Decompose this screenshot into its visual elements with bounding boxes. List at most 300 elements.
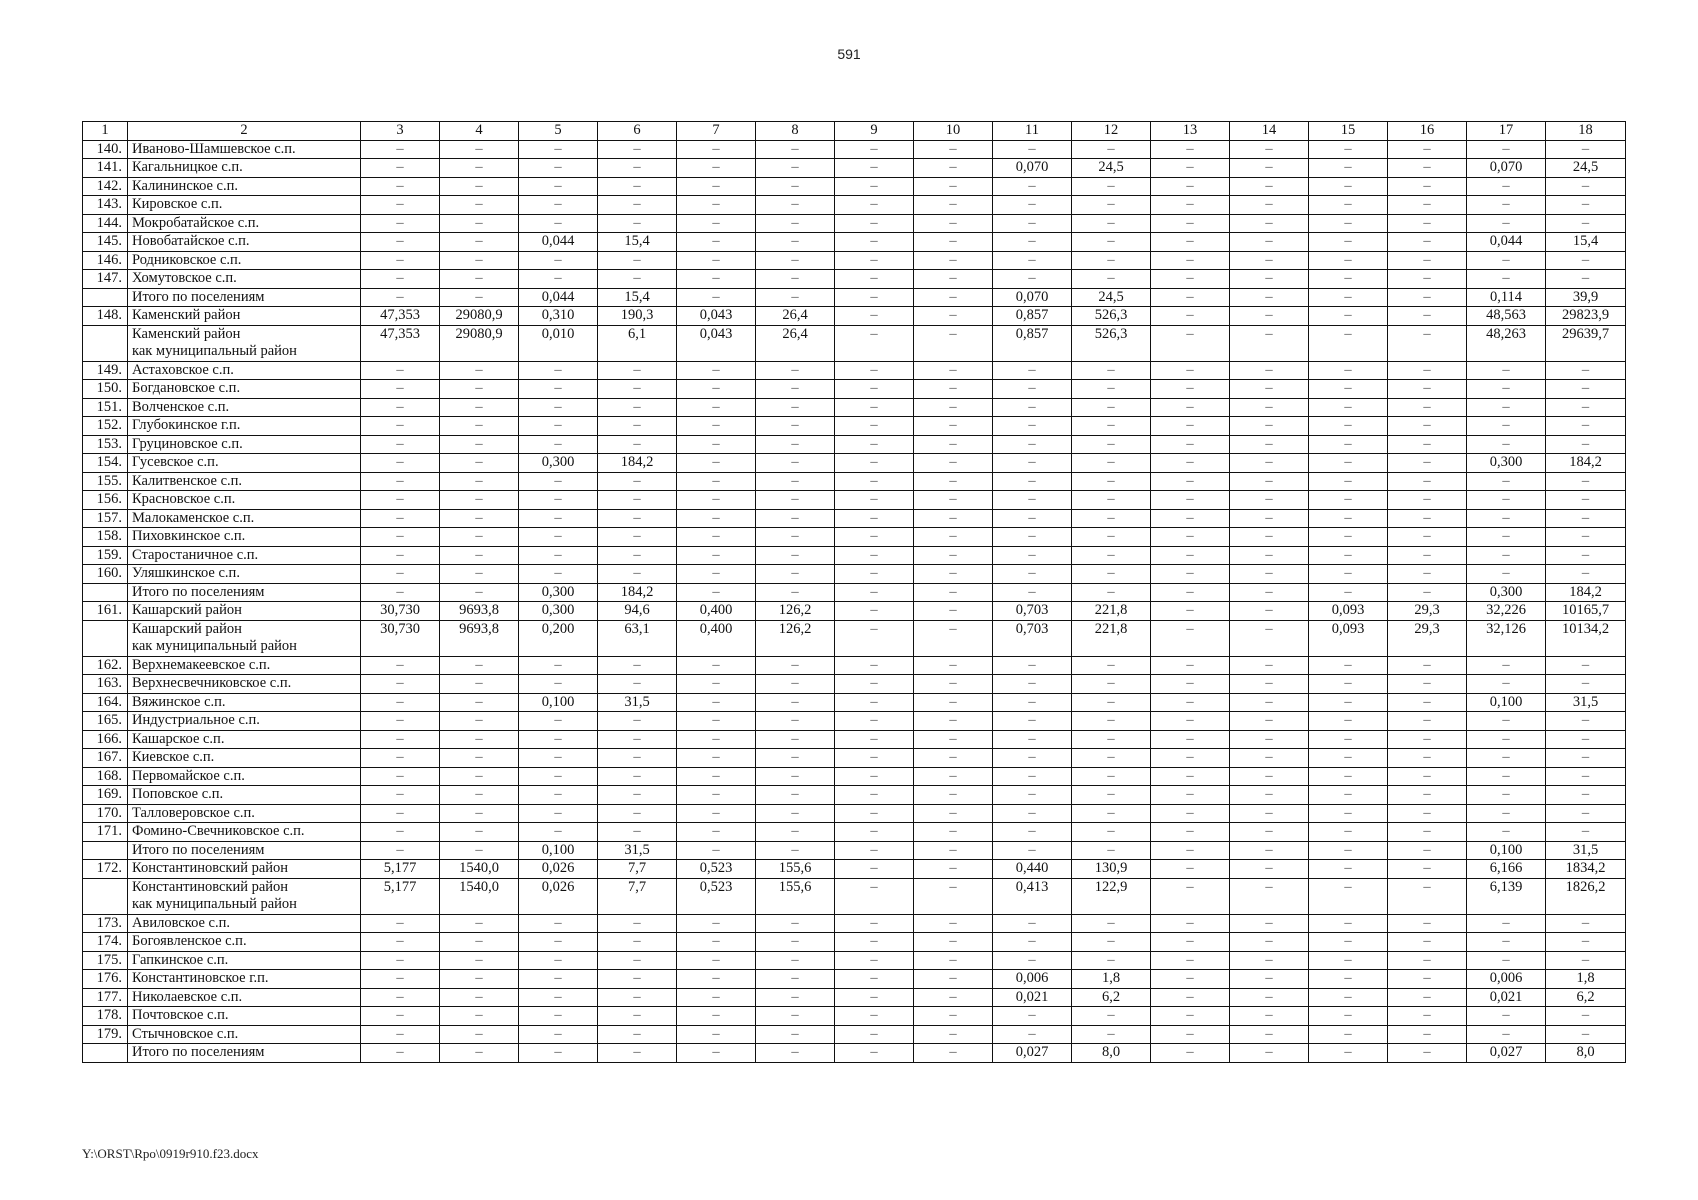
value-cell: –	[993, 841, 1072, 860]
value-cell: –	[361, 712, 440, 731]
value-cell: –	[756, 196, 835, 215]
value-cell: 0,100	[519, 693, 598, 712]
table-row	[83, 914, 1626, 933]
value-cell: 26,4	[756, 325, 835, 361]
value-cell: –	[1230, 546, 1309, 565]
value-cell: –	[1309, 786, 1388, 805]
value-cell: –	[677, 1044, 756, 1063]
value-cell: –	[1072, 786, 1151, 805]
municipality-name-cell: Кагальницкое с.п.	[128, 159, 361, 178]
value-cell: –	[914, 233, 993, 252]
value-cell: –	[1072, 656, 1151, 675]
municipality-name-cell: Первомайское с.п.	[128, 767, 361, 786]
value-cell: –	[1309, 361, 1388, 380]
value-cell: –	[440, 933, 519, 952]
value-cell: –	[1230, 786, 1309, 805]
value-cell: 29823,9	[1546, 307, 1626, 326]
value-cell: –	[677, 472, 756, 491]
value-cell: –	[1546, 933, 1626, 952]
value-cell: –	[993, 951, 1072, 970]
table-row	[83, 435, 1626, 454]
value-cell: 6,2	[1072, 988, 1151, 1007]
value-cell: –	[1467, 656, 1546, 675]
table-row	[83, 933, 1626, 952]
table-row	[83, 749, 1626, 768]
value-cell: –	[1072, 823, 1151, 842]
value-cell: –	[835, 196, 914, 215]
value-cell: –	[993, 233, 1072, 252]
value-cell: –	[1388, 214, 1467, 233]
value-cell: 0,300	[519, 602, 598, 621]
value-cell: –	[1546, 251, 1626, 270]
value-cell: –	[677, 749, 756, 768]
value-cell: –	[835, 602, 914, 621]
value-cell: –	[598, 730, 677, 749]
value-cell: –	[519, 767, 598, 786]
column-header: 14	[1230, 122, 1309, 141]
row-number-cell: 179.	[83, 1025, 128, 1044]
value-cell: 0,026	[519, 860, 598, 879]
value-cell: 32,226	[1467, 602, 1546, 621]
value-cell: –	[756, 1007, 835, 1026]
value-cell: –	[1151, 565, 1230, 584]
value-cell: –	[1388, 786, 1467, 805]
value-cell: –	[914, 251, 993, 270]
value-cell: –	[1546, 270, 1626, 289]
data-table	[82, 121, 1626, 1063]
value-cell: –	[598, 177, 677, 196]
value-cell: –	[598, 528, 677, 547]
value-cell: –	[361, 361, 440, 380]
column-header: 1	[83, 122, 128, 141]
value-cell: –	[1388, 398, 1467, 417]
table-row	[83, 1025, 1626, 1044]
value-cell: –	[677, 712, 756, 731]
value-cell: –	[361, 177, 440, 196]
value-cell: –	[677, 159, 756, 178]
municipality-name-cell: Индустриальное с.п.	[128, 712, 361, 731]
value-cell: 24,5	[1072, 159, 1151, 178]
value-cell: –	[598, 509, 677, 528]
column-header: 2	[128, 122, 361, 141]
value-cell: –	[914, 712, 993, 731]
value-cell: –	[1151, 583, 1230, 602]
value-cell: –	[1388, 712, 1467, 731]
value-cell: –	[1546, 749, 1626, 768]
value-cell: –	[1230, 140, 1309, 159]
value-cell: –	[1467, 140, 1546, 159]
value-cell: –	[835, 270, 914, 289]
value-cell: –	[1151, 546, 1230, 565]
value-cell: –	[993, 528, 1072, 547]
value-cell: –	[1072, 675, 1151, 694]
row-number-cell: 173.	[83, 914, 128, 933]
column-header: 13	[1151, 122, 1230, 141]
value-cell: –	[361, 472, 440, 491]
value-cell: 1826,2	[1546, 878, 1626, 914]
value-cell: –	[519, 177, 598, 196]
row-number-cell: 140.	[83, 140, 128, 159]
value-cell: –	[1546, 1025, 1626, 1044]
value-cell: –	[1230, 251, 1309, 270]
value-cell: –	[1309, 730, 1388, 749]
value-cell: –	[519, 491, 598, 510]
value-cell: –	[440, 417, 519, 436]
value-cell: –	[361, 1025, 440, 1044]
value-cell: –	[835, 730, 914, 749]
value-cell: –	[993, 472, 1072, 491]
value-cell: –	[1388, 951, 1467, 970]
value-cell: –	[677, 491, 756, 510]
value-cell: –	[1151, 988, 1230, 1007]
value-cell: 31,5	[1546, 841, 1626, 860]
value-cell: –	[519, 1044, 598, 1063]
value-cell: –	[440, 251, 519, 270]
value-cell: 0,044	[519, 233, 598, 252]
value-cell: –	[756, 786, 835, 805]
value-cell: –	[440, 1007, 519, 1026]
value-cell: –	[677, 1007, 756, 1026]
value-cell: 24,5	[1072, 288, 1151, 307]
table-row	[83, 159, 1626, 178]
value-cell: –	[993, 823, 1072, 842]
value-cell: –	[361, 159, 440, 178]
value-cell: –	[440, 565, 519, 584]
column-header: 7	[677, 122, 756, 141]
value-cell: –	[756, 491, 835, 510]
value-cell: 190,3	[598, 307, 677, 326]
value-cell: –	[914, 325, 993, 361]
value-cell: –	[1151, 804, 1230, 823]
value-cell: –	[598, 491, 677, 510]
value-cell: 7,7	[598, 860, 677, 879]
value-cell: –	[598, 361, 677, 380]
value-cell: –	[1309, 951, 1388, 970]
value-cell: –	[677, 583, 756, 602]
value-cell: –	[1072, 380, 1151, 399]
value-cell: –	[1151, 841, 1230, 860]
value-cell: –	[835, 786, 914, 805]
municipality-name-cell: Верхнемакеевское с.п.	[128, 656, 361, 675]
value-cell: –	[1230, 325, 1309, 361]
value-cell: –	[1230, 933, 1309, 952]
value-cell: –	[1546, 786, 1626, 805]
municipality-name-cell: Итого по поселениям	[128, 583, 361, 602]
value-cell: –	[1546, 767, 1626, 786]
value-cell: –	[1546, 196, 1626, 215]
value-cell: –	[440, 361, 519, 380]
municipality-name-cell: Итого по поселениям	[128, 841, 361, 860]
value-cell: –	[440, 712, 519, 731]
value-cell: –	[1309, 491, 1388, 510]
value-cell: –	[598, 270, 677, 289]
value-cell: –	[756, 951, 835, 970]
value-cell: –	[756, 270, 835, 289]
value-cell: –	[1388, 914, 1467, 933]
value-cell: –	[914, 140, 993, 159]
value-cell: –	[1151, 1044, 1230, 1063]
value-cell: –	[1388, 1044, 1467, 1063]
value-cell: –	[1072, 233, 1151, 252]
table-row	[83, 214, 1626, 233]
value-cell: –	[1388, 583, 1467, 602]
municipality-name-cell: Каменский район	[128, 307, 361, 326]
value-cell: –	[440, 509, 519, 528]
value-cell: –	[1309, 675, 1388, 694]
value-cell: –	[1388, 454, 1467, 473]
value-cell: –	[914, 565, 993, 584]
municipality-name-cell: Калитвенское с.п.	[128, 472, 361, 491]
value-cell: –	[914, 380, 993, 399]
value-cell: –	[1230, 675, 1309, 694]
municipality-name-cell: Астаховское с.п.	[128, 361, 361, 380]
value-cell: –	[1230, 361, 1309, 380]
value-cell: –	[1388, 417, 1467, 436]
value-cell: –	[1546, 730, 1626, 749]
value-cell: –	[1151, 472, 1230, 491]
value-cell: –	[1151, 675, 1230, 694]
value-cell: –	[361, 546, 440, 565]
value-cell: –	[598, 970, 677, 989]
value-cell: 0,006	[993, 970, 1072, 989]
municipality-name-cell: Поповское с.п.	[128, 786, 361, 805]
municipality-name-cell: Стычновское с.п.	[128, 1025, 361, 1044]
value-cell: –	[1072, 1007, 1151, 1026]
row-number-cell: 175.	[83, 951, 128, 970]
value-cell: –	[1309, 860, 1388, 879]
municipality-name-cell: Константиновское г.п.	[128, 970, 361, 989]
value-cell: 0,523	[677, 878, 756, 914]
column-header: 8	[756, 122, 835, 141]
value-cell: –	[993, 140, 1072, 159]
value-cell: –	[1309, 177, 1388, 196]
value-cell: –	[1309, 546, 1388, 565]
value-cell: –	[835, 380, 914, 399]
value-cell: –	[1309, 288, 1388, 307]
value-cell: –	[1467, 786, 1546, 805]
column-header: 11	[993, 122, 1072, 141]
value-cell: –	[1388, 380, 1467, 399]
value-cell: 0,100	[1467, 693, 1546, 712]
row-number-cell: 166.	[83, 730, 128, 749]
value-cell: –	[361, 491, 440, 510]
value-cell: –	[1546, 435, 1626, 454]
value-cell: –	[1467, 509, 1546, 528]
value-cell: –	[1388, 970, 1467, 989]
value-cell: 221,8	[1072, 602, 1151, 621]
value-cell: –	[993, 270, 1072, 289]
value-cell: –	[1546, 361, 1626, 380]
value-cell: –	[677, 417, 756, 436]
value-cell: –	[756, 177, 835, 196]
value-cell: –	[519, 786, 598, 805]
table-row	[83, 196, 1626, 215]
value-cell: –	[1151, 749, 1230, 768]
header-row	[83, 122, 1626, 141]
value-cell: –	[1388, 546, 1467, 565]
value-cell: –	[361, 528, 440, 547]
value-cell: 0,093	[1309, 602, 1388, 621]
value-cell: –	[519, 730, 598, 749]
value-cell: 29080,9	[440, 325, 519, 361]
value-cell: –	[1546, 380, 1626, 399]
value-cell: –	[598, 214, 677, 233]
row-number-cell: 163.	[83, 675, 128, 694]
value-cell: –	[835, 620, 914, 656]
value-cell: –	[1467, 1007, 1546, 1026]
value-cell: 0,093	[1309, 620, 1388, 656]
table-row	[83, 620, 1626, 656]
value-cell: –	[1546, 509, 1626, 528]
value-cell: –	[1072, 693, 1151, 712]
value-cell: –	[756, 730, 835, 749]
value-cell: –	[1467, 380, 1546, 399]
value-cell: 9693,8	[440, 620, 519, 656]
value-cell: –	[756, 988, 835, 1007]
value-cell: –	[835, 361, 914, 380]
value-cell: –	[1388, 270, 1467, 289]
value-cell: –	[756, 583, 835, 602]
value-cell: –	[440, 177, 519, 196]
value-cell: 0,200	[519, 620, 598, 656]
value-cell: 10134,2	[1546, 620, 1626, 656]
municipality-name-cell: Богоявленское с.п.	[128, 933, 361, 952]
value-cell: –	[835, 214, 914, 233]
column-header: 15	[1309, 122, 1388, 141]
table-row	[83, 767, 1626, 786]
value-cell: 1,8	[1072, 970, 1151, 989]
value-cell: –	[677, 214, 756, 233]
value-cell: 0,027	[1467, 1044, 1546, 1063]
value-cell: –	[1309, 656, 1388, 675]
value-cell: –	[361, 656, 440, 675]
municipality-name-cell: Николаевское с.п.	[128, 988, 361, 1007]
value-cell: –	[756, 380, 835, 399]
value-cell: –	[1230, 509, 1309, 528]
value-cell: –	[835, 1044, 914, 1063]
value-cell: –	[993, 693, 1072, 712]
value-cell: –	[1388, 767, 1467, 786]
value-cell: –	[914, 841, 993, 860]
row-number-cell: 152.	[83, 417, 128, 436]
value-cell: –	[1546, 417, 1626, 436]
value-cell: –	[1072, 361, 1151, 380]
value-cell: 1540,0	[440, 878, 519, 914]
row-number-cell	[83, 841, 128, 860]
value-cell: 184,2	[598, 454, 677, 473]
value-cell: –	[914, 307, 993, 326]
column-header: 5	[519, 122, 598, 141]
value-cell: –	[1230, 159, 1309, 178]
value-cell: –	[440, 786, 519, 805]
row-number-cell: 146.	[83, 251, 128, 270]
municipality-name-cell: Кашарский район как муниципальный район	[128, 620, 361, 656]
row-number-cell: 150.	[83, 380, 128, 399]
value-cell: –	[756, 914, 835, 933]
value-cell: –	[1072, 417, 1151, 436]
value-cell: –	[361, 988, 440, 1007]
table-row	[83, 1007, 1626, 1026]
value-cell: –	[519, 546, 598, 565]
value-cell: –	[914, 454, 993, 473]
value-cell: –	[361, 951, 440, 970]
value-cell: –	[361, 583, 440, 602]
value-cell: –	[1467, 472, 1546, 491]
value-cell: –	[598, 656, 677, 675]
row-number-cell: 170.	[83, 804, 128, 823]
value-cell: –	[440, 656, 519, 675]
table-row	[83, 380, 1626, 399]
value-cell: –	[1467, 177, 1546, 196]
value-cell: –	[914, 804, 993, 823]
value-cell: –	[519, 1025, 598, 1044]
value-cell: –	[756, 823, 835, 842]
value-cell: –	[835, 878, 914, 914]
municipality-name-cell: Волченское с.п.	[128, 398, 361, 417]
table-row	[83, 546, 1626, 565]
municipality-name-cell: Мокробатайское с.п.	[128, 214, 361, 233]
value-cell: –	[1230, 914, 1309, 933]
value-cell: –	[1151, 878, 1230, 914]
value-cell: –	[756, 565, 835, 584]
value-cell: –	[598, 398, 677, 417]
value-cell: –	[440, 1044, 519, 1063]
value-cell: –	[1072, 767, 1151, 786]
municipality-name-cell: Новобатайское с.п.	[128, 233, 361, 252]
value-cell: –	[1309, 914, 1388, 933]
value-cell: 155,6	[756, 860, 835, 879]
value-cell: –	[1546, 491, 1626, 510]
value-cell: 184,2	[1546, 454, 1626, 473]
value-cell: –	[993, 196, 1072, 215]
value-cell: –	[993, 786, 1072, 805]
value-cell: –	[1467, 804, 1546, 823]
value-cell: –	[756, 472, 835, 491]
value-cell: –	[1309, 140, 1388, 159]
value-cell: –	[993, 491, 1072, 510]
value-cell: 0,006	[1467, 970, 1546, 989]
value-cell: –	[361, 804, 440, 823]
value-cell: –	[440, 914, 519, 933]
value-cell: –	[835, 251, 914, 270]
value-cell: –	[1546, 951, 1626, 970]
value-cell: –	[519, 214, 598, 233]
value-cell: –	[1309, 970, 1388, 989]
value-cell: 0,070	[993, 288, 1072, 307]
table-row	[83, 1044, 1626, 1063]
table-row	[83, 730, 1626, 749]
value-cell: –	[677, 528, 756, 547]
value-cell: –	[1388, 196, 1467, 215]
table-row	[83, 491, 1626, 510]
row-number-cell: 148.	[83, 307, 128, 326]
value-cell: –	[361, 565, 440, 584]
value-cell: –	[1309, 159, 1388, 178]
value-cell: –	[677, 251, 756, 270]
value-cell: –	[756, 675, 835, 694]
value-cell: –	[440, 804, 519, 823]
value-cell: –	[914, 177, 993, 196]
value-cell: –	[835, 583, 914, 602]
value-cell: –	[1309, 196, 1388, 215]
value-cell: –	[756, 749, 835, 768]
value-cell: –	[835, 693, 914, 712]
value-cell: –	[756, 1044, 835, 1063]
value-cell: 0,857	[993, 325, 1072, 361]
value-cell: –	[361, 233, 440, 252]
value-cell: –	[993, 656, 1072, 675]
value-cell: –	[756, 454, 835, 473]
